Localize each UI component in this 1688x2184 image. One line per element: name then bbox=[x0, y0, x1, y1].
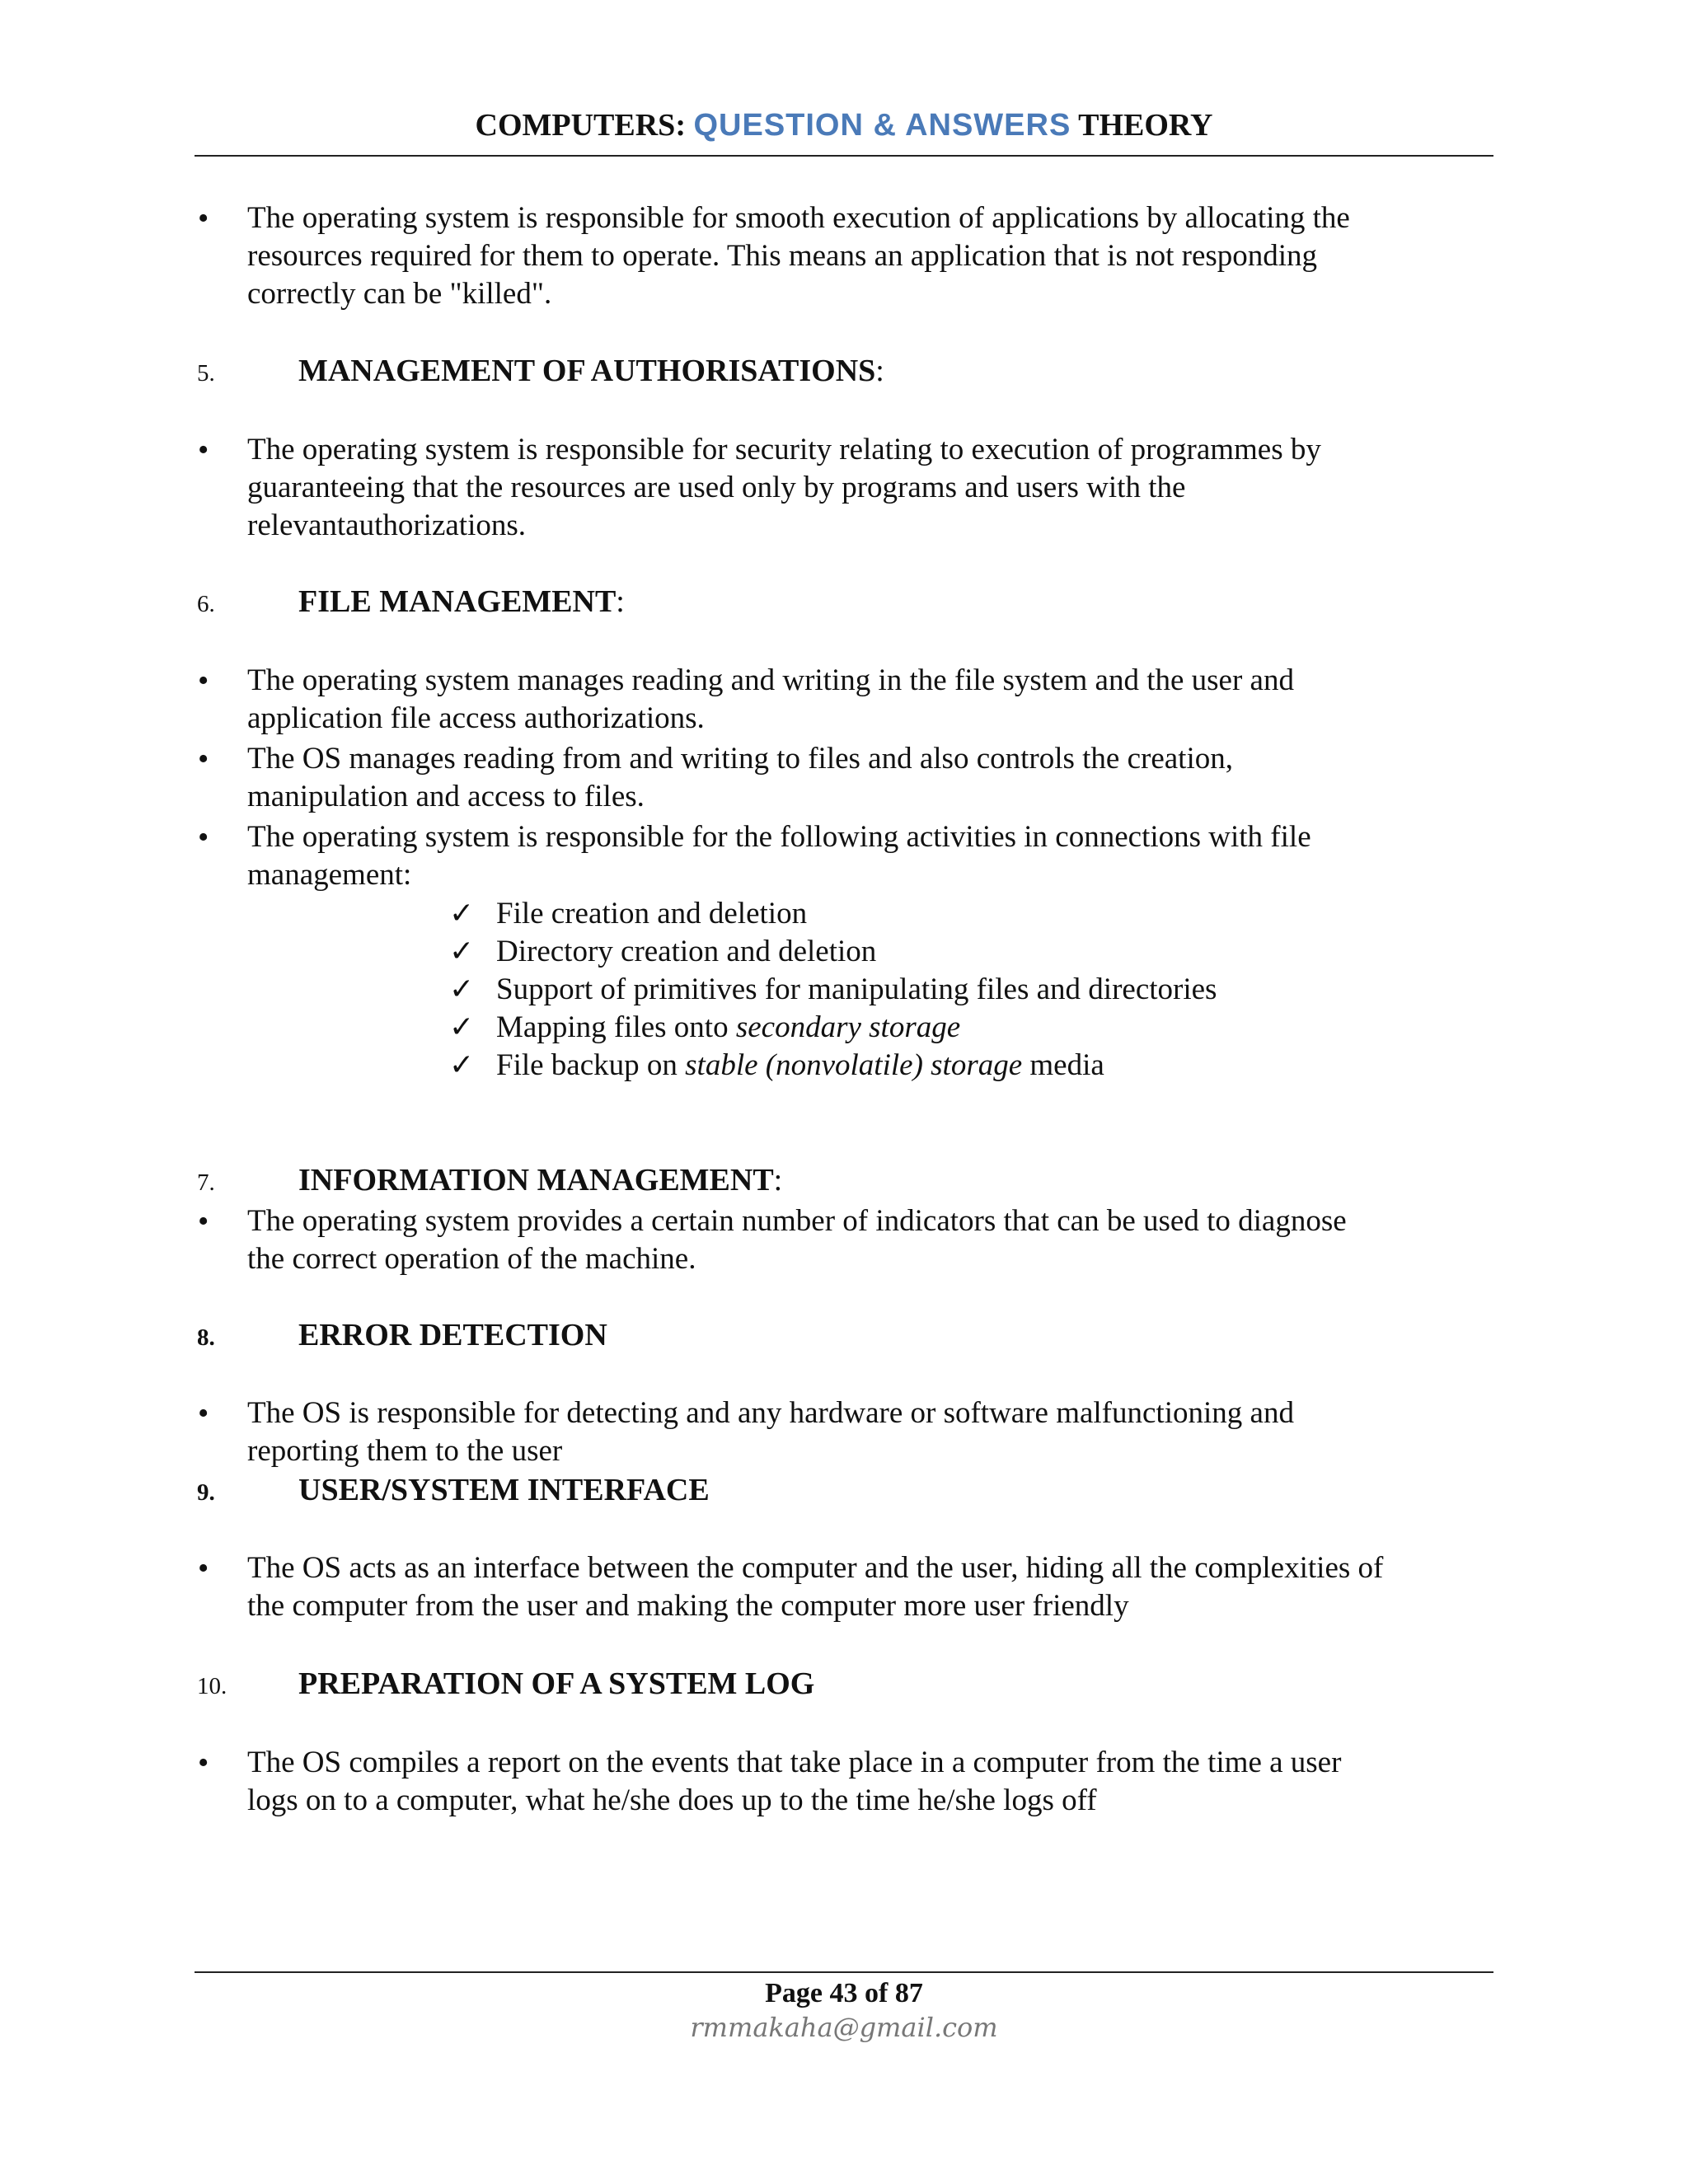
checkmark-icon: ✓ bbox=[449, 1048, 475, 1082]
header-title-part1: COMPUTERS bbox=[475, 108, 676, 143]
text-line: the computer from the user and making the computer more user friendly bbox=[247, 1589, 1129, 1623]
section-paragraph bbox=[247, 1549, 1500, 1625]
text-line: the correct operation of the machine. bbox=[247, 1242, 696, 1276]
section-paragraph bbox=[247, 1394, 1500, 1470]
checklist-text: Mapping files onto bbox=[496, 1010, 736, 1044]
checklist-item: File creation and deletion bbox=[496, 897, 808, 930]
checklist-emphasis: stable (nonvolatile) storage bbox=[685, 1048, 1023, 1082]
section-heading bbox=[298, 583, 625, 621]
text-line: manipulation and access to files. bbox=[247, 780, 645, 813]
section-title: MANAGEMENT OF AUTHORISATIONS bbox=[298, 354, 876, 388]
checklist-item bbox=[496, 1009, 960, 1047]
section-number: 9. bbox=[197, 1479, 215, 1506]
section-title: USER/SYSTEM INTERFACE bbox=[298, 1473, 710, 1507]
section-paragraph bbox=[247, 818, 1500, 894]
section-number: 10. bbox=[197, 1673, 227, 1699]
section-paragraph bbox=[247, 662, 1500, 738]
section-paragraph bbox=[247, 1744, 1500, 1820]
section-title: ERROR DETECTION bbox=[298, 1318, 607, 1352]
checkmark-icon: ✓ bbox=[449, 935, 475, 968]
section-heading bbox=[298, 1665, 814, 1703]
section-heading bbox=[298, 352, 884, 390]
section-title: FILE MANAGEMENT bbox=[298, 584, 617, 619]
header-title-accent: QUESTION & ANSWERS bbox=[693, 108, 1071, 143]
section-heading bbox=[298, 1161, 782, 1199]
section-heading bbox=[298, 1471, 710, 1509]
bullet-icon: • bbox=[198, 663, 209, 698]
bullet-icon: • bbox=[198, 433, 209, 467]
text-line: guaranteeing that the resources are used only by programs and users with the bbox=[247, 471, 1186, 504]
text-line: management: bbox=[247, 858, 412, 892]
section-paragraph bbox=[247, 431, 1500, 545]
bullet-icon: • bbox=[198, 201, 209, 236]
section-number: 5. bbox=[197, 360, 215, 387]
text-line: logs on to a computer, what he/she does up to the time he/she logs off bbox=[247, 1783, 1097, 1817]
footer-email: rmmakaha@gmail.com bbox=[690, 2012, 998, 2043]
section-number: 6. bbox=[197, 591, 215, 617]
text-line: The operating system provides a certain number of indicators that can be used to diagnose bbox=[247, 1204, 1347, 1238]
page-number: Page 43 of 87 bbox=[765, 1978, 923, 2008]
bullet-icon: • bbox=[198, 1551, 209, 1586]
bullet-icon: • bbox=[198, 820, 209, 855]
checklist-text: media bbox=[1022, 1048, 1104, 1082]
section-title: INFORMATION MANAGEMENT bbox=[298, 1163, 774, 1197]
text-line: application file access authorizations. bbox=[247, 701, 705, 735]
text-line: The OS manages reading from and writing to files and also controls the creation, bbox=[247, 742, 1233, 776]
heading-colon: : bbox=[773, 1163, 783, 1197]
footer-divider bbox=[195, 1971, 1493, 1973]
checklist-item: Support of primitives for manipulating files and directories bbox=[496, 972, 1217, 1006]
text-line: relevantauthorizations. bbox=[247, 509, 527, 542]
section-number: 7. bbox=[197, 1169, 215, 1196]
section-heading bbox=[298, 1316, 607, 1354]
text-line: correctly can be "killed". bbox=[247, 277, 552, 311]
checkmark-icon: ✓ bbox=[449, 897, 475, 930]
header-divider bbox=[195, 155, 1493, 157]
bullet-icon: • bbox=[198, 1204, 209, 1239]
text-line: The operating system manages reading and writing in the file system and the user and bbox=[247, 663, 1294, 697]
section-paragraph bbox=[247, 740, 1500, 816]
checklist-item bbox=[496, 1047, 1104, 1085]
section-title: PREPARATION OF A SYSTEM LOG bbox=[298, 1666, 815, 1701]
checklist-emphasis: secondary storage bbox=[735, 1010, 961, 1044]
page-header bbox=[195, 102, 1493, 148]
text-line: reporting them to the user bbox=[247, 1434, 563, 1468]
checklist-text: File backup on bbox=[496, 1048, 686, 1082]
section-number: 8. bbox=[197, 1324, 215, 1351]
checklist-item: Directory creation and deletion bbox=[496, 935, 877, 968]
intro-paragraph bbox=[247, 199, 1500, 313]
checkmark-icon: ✓ bbox=[449, 972, 475, 1006]
heading-colon: : bbox=[875, 354, 884, 388]
bullet-icon: • bbox=[198, 742, 209, 776]
text-line: The OS is responsible for detecting and any hardware or software malfunctioning and bbox=[247, 1396, 1294, 1430]
text-line: The operating system is responsible for security relating to execution of programmes by bbox=[247, 433, 1321, 466]
section-paragraph bbox=[247, 1202, 1500, 1278]
text-line: The operating system is responsible for the following activities in connections with file bbox=[247, 820, 1311, 854]
bullet-icon: • bbox=[198, 1746, 209, 1780]
checkmark-icon: ✓ bbox=[449, 1010, 475, 1044]
text-line: The OS acts as an interface between the computer and the user, hiding all the complexities of bbox=[247, 1551, 1384, 1585]
text-line: The operating system is responsible for smooth execution of applications by allocating the bbox=[247, 201, 1350, 235]
bullet-icon: • bbox=[198, 1396, 209, 1431]
header-separator: : bbox=[675, 108, 694, 143]
text-line: resources required for them to operate. This means an application that is not responding bbox=[247, 239, 1318, 273]
text-line: The OS compiles a report on the events that take place in a computer from the time a user bbox=[247, 1746, 1342, 1779]
heading-colon: : bbox=[616, 584, 625, 619]
header-title-part3: THEORY bbox=[1071, 108, 1213, 143]
